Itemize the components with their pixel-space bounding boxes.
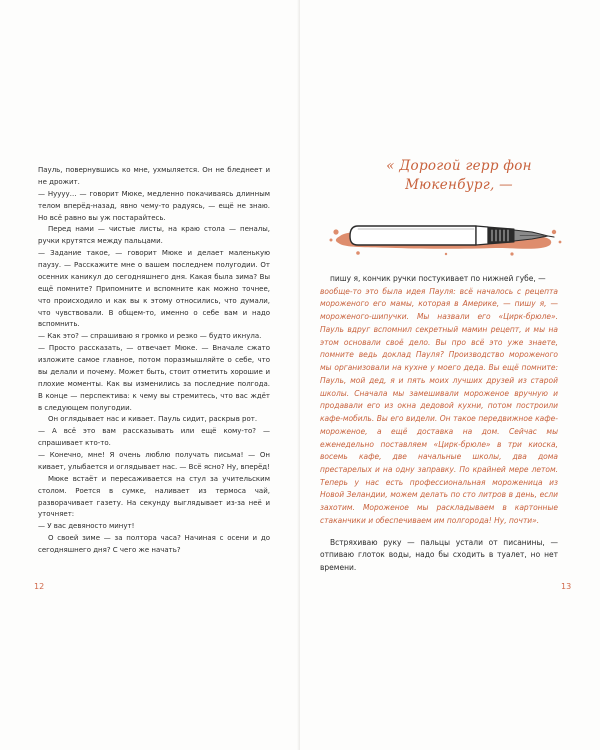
paragraph: Он оглядывает нас и кивает. Пауль сидит, раскрыв рот.: [48, 415, 258, 424]
paragraph: — Задание такое, — говорит Мюке и делает маленькую паузу. — Расскажите мне о вашем последнем полугодии. От осенних каникул до сегодняшнего дня. Какая была зима? Вы ещё помните? Припомните и вспомните как можно точнее, что происходило и как вы к этому относились, что думали, что чувствовали. В общем-то, именно о себе вам и надо вспомнить.: [38, 249, 270, 329]
paragraph: — Просто рассказать, — отвечает Мюке. — Вначале сжато изложите самое главное, потом поразмышляйте о себе, что вы делали и почему. Может быть, стоит отметить хорошие и плохие моменты. Как вы изменились за последние полгода. В конце — перспектива: к чему вы стремитесь, что вас ждёт в следующем полугодии.: [38, 344, 270, 412]
handwriting-line: « Дорогой герр фон: [386, 158, 532, 174]
paragraph: Перед нами — чистые листы, на краю стола — пеналы, ручки крутятся между пальцами.: [38, 225, 270, 246]
page-number-right: 13: [561, 582, 572, 591]
lead-line: пишу я, кончик ручки постукивает по нижней губе, —: [330, 274, 546, 283]
right-page-body: [320, 273, 558, 575]
letter-text: вообще-то это была идея Пауля: всё началось с рецепта мороженого его мамы, которая в Америке, — пишу я, — мороженого-шипучки. Мы назвали его «Цирк-брюле». Пауль вдруг вспомнил секретный мамин рецепт, и мы на этом основали своё дело. Вы про всё это уже знаете, помните ведь доклад Пауля? Производство мороженого мы организовали на кухне у моего деда. Вы ещё помните: Пауль, мой дед, я и пять моих лучших друзей из старой школы. Сначала мы замешивали мороженое вручную и продавали его из окна дедовой кухни, потом построили кафе-мобиль. Вы его видели. Он такое передвижное кафе-мороженое, а ещё доставка на дом. Сейчас мы еженедельно поставляем «Цирк-брюле» в три киоска, восемь кафе, две начальные школы, два дома престарелых и на одну заправку. По крайней мере летом. Теперь у нас есть профессиональная мороженица из Новой Зеландии, можем делать по сто литров в день, если захотим. Мороженое мы раскладываем в картонные стаканчики и обеспечиваем им полгорода! Ну, почти».: [320, 286, 558, 525]
paragraph: Встряхиваю руку — пальцы устали от писанины, — отпиваю глоток воды, надо бы сходить в туалет, но нет времени.: [320, 537, 558, 573]
handwritten-salutation: [374, 157, 544, 195]
paragraph: — У вас девяносто минут!: [38, 522, 135, 531]
paragraph: О своей зиме — за полтора часа? Начиная с осени и до сегодняшнего дня? С чего же начать?: [38, 534, 270, 554]
paragraph: — Нуууу… — говорит Мюке, медленно покачиваясь длинным телом вперёд-назад, явно чему-то радуясь, — ещё не знаю. Но всё равно вы уж постарайтесь.: [38, 189, 270, 222]
page-number-left: 12: [34, 582, 45, 591]
handwriting-line: Мюкенбург, —: [405, 177, 513, 193]
paragraph: — Как это? — спрашиваю я громко и резко — будто икнула.: [38, 332, 262, 341]
paragraph: Мюке встаёт и пересаживается на стул за учительским столом. Роется в сумке, наливает из термоса чай, разворачивает газету. На секунду выглядывает из-за неё и уточняет:: [38, 474, 270, 519]
paragraph: — А всё это вам рассказывать или ещё кому-то? — спрашивает кто-то.: [38, 427, 270, 448]
left-page-body: [38, 165, 270, 557]
paragraph: — Конечно, мне! Я очень люблю получать письма! — Он кивает, улыбается и оглядывает нас. — Всё ясно? Ну, вперёд!: [38, 451, 270, 471]
paragraph: Пауль, повернувшись ко мне, ухмыляется. Он не бледнеет и не дрожит.: [38, 166, 270, 186]
